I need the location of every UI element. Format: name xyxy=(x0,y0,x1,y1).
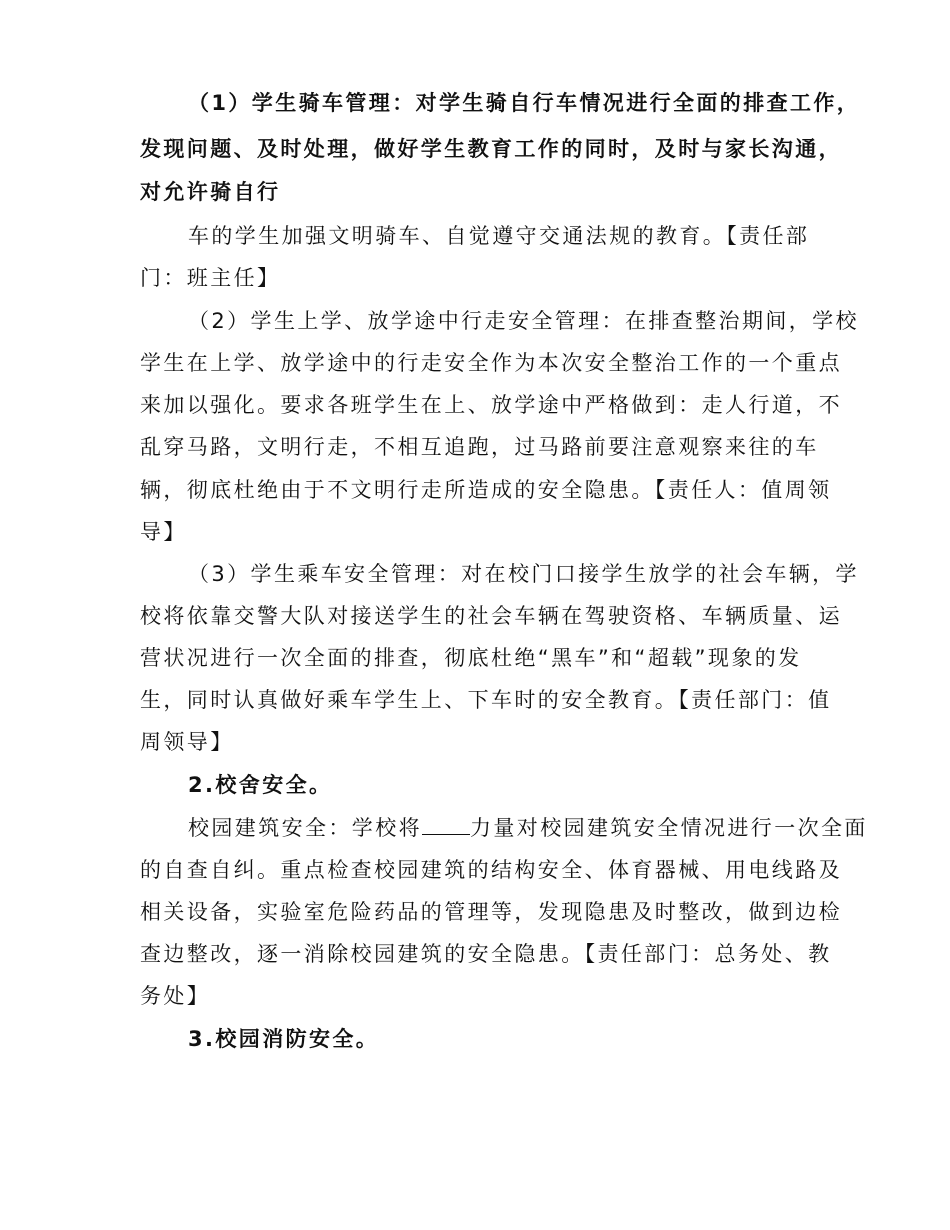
paragraph-3-line-5: 辆，彻底杜绝由于不文明行走所造成的安全隐患。【责任人：值周领 xyxy=(140,478,832,502)
paragraph-3-line-1: （2）学生上学、放学途中行走安全管理：在排查整治期间，学校 xyxy=(188,309,859,333)
paragraph-1-line-1: （1）学生骑车管理：对学生骑自行车情况进行全面的排查工作， xyxy=(188,91,861,115)
fill-in-blank xyxy=(422,815,470,835)
paragraph-5-text-after-blank: 力量对校园建筑安全情况进行一次全面 xyxy=(470,816,868,840)
section-heading-3: 3.校园消防安全。 xyxy=(188,1027,380,1051)
paragraph-5-line-2: 的自查自纠。重点检查校园建筑的结构安全、体育器械、用电线路及 xyxy=(140,858,842,882)
paragraph-4-line-3: 营状况进行一次全面的排查，彻底杜绝“黑车”和“超载”现象的发 xyxy=(140,646,802,670)
paragraph-3-line-6: 导】 xyxy=(140,520,187,544)
paragraph-2-line-2: 门：班主任】 xyxy=(140,266,281,290)
paragraph-5-line-5: 务处】 xyxy=(140,984,211,1008)
paragraph-2-line-1: 车的学生加强文明骑车、自觉遵守交通法规的教育。【责任部 xyxy=(188,224,810,248)
paragraph-3-line-4: 乱穿马路，文明行走，不相互追跑，过马路前要注意观察来往的车 xyxy=(140,435,819,459)
paragraph-3-line-2: 学生在上学、放学途中的行走安全作为本次安全整治工作的一个重点 xyxy=(140,351,842,375)
paragraph-4-line-5: 周领导】 xyxy=(140,730,234,754)
paragraph-3-line-3: 来加以强化。要求各班学生在上、放学途中严格做到：走人行道，不 xyxy=(140,393,842,417)
paragraph-5-text-before-blank: 校园建筑安全：学校将 xyxy=(188,816,422,840)
paragraph-5-line-4: 查边整改，逐一消除校园建筑的安全隐患。【责任部门：总务处、教 xyxy=(140,942,832,966)
section-heading-2: 2.校舍安全。 xyxy=(188,773,333,797)
paragraph-5-line-1 xyxy=(188,814,868,842)
paragraph-4-line-1: （3）学生乘车安全管理：对在校门口接学生放学的社会车辆，学 xyxy=(188,562,859,586)
paragraph-1-line-2: 发现问题、及时处理，做好学生教育工作的同时，及时与家长沟通， xyxy=(140,137,842,161)
paragraph-4-line-4: 生，同时认真做好乘车学生上、下车时的安全教育。【责任部门：值 xyxy=(140,688,832,712)
paragraph-4-line-2: 校将依靠交警大队对接送学生的社会车辆在驾驶资格、车辆质量、运 xyxy=(140,604,842,628)
paragraph-1-line-3: 对允许骑自行 xyxy=(140,180,281,204)
paragraph-5-line-3: 相关设备，实验室危险药品的管理等，发现隐患及时整改，做到边检 xyxy=(140,900,842,924)
